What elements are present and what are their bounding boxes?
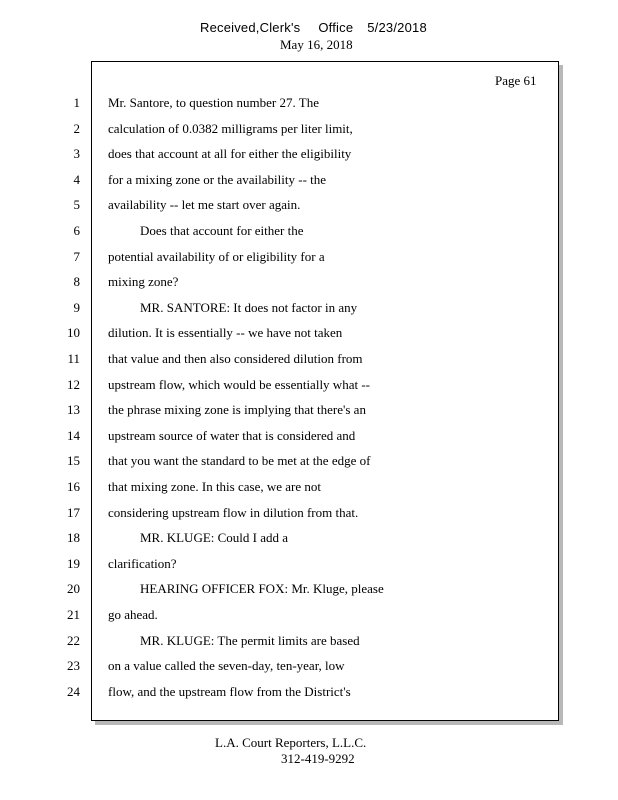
line-number: 13 <box>67 402 80 417</box>
line-number: 22 <box>67 633 80 648</box>
transcript-line-text: that you want the standard to be met at the edge of <box>108 453 371 468</box>
transcript-line-text: that mixing zone. In this case, we are not <box>108 479 321 494</box>
stamp-office: Office <box>318 20 354 35</box>
transcript-line-text: Mr. Santore, to question number 27. The <box>108 95 319 110</box>
line-number: 3 <box>73 146 80 161</box>
line-number: 4 <box>73 172 80 187</box>
transcript-line-text: HEARING OFFICER FOX: Mr. Kluge, please <box>140 581 384 596</box>
stamp-date: 5/23/2018 <box>367 20 427 35</box>
transcript-line-text: MR. SANTORE: It does not factor in any <box>140 300 358 315</box>
line-number: 6 <box>73 223 80 238</box>
transcript-line-text: calculation of 0.0382 milligrams per liter limit, <box>108 121 353 136</box>
line-number: 11 <box>67 351 80 366</box>
transcript-line-text: considering upstream flow in dilution from that. <box>108 505 359 520</box>
line-number: 12 <box>67 377 80 392</box>
transcript-line-text: on a value called the seven-day, ten-year, low <box>108 658 345 673</box>
line-number: 24 <box>67 684 80 699</box>
transcript-line-text: MR. KLUGE: Could I add a <box>140 530 289 545</box>
hearing-date: May 16, 2018 <box>280 37 353 52</box>
page-number: Page 61 <box>495 73 537 88</box>
stamp-received: Received,Clerk's <box>200 20 301 35</box>
line-number: 15 <box>67 453 80 468</box>
line-number: 18 <box>67 530 80 545</box>
transcript-line-text: does that account at all for either the eligibility <box>108 146 352 161</box>
transcript-line-text: go ahead. <box>108 607 158 622</box>
transcript-line-text: mixing zone? <box>108 274 179 289</box>
line-number: 21 <box>67 607 80 622</box>
line-number: 2 <box>73 121 80 136</box>
transcript-line-text: clarification? <box>108 556 177 571</box>
transcript-line-text: availability -- let me start over again. <box>108 197 301 212</box>
line-number: 16 <box>67 479 80 494</box>
line-number: 9 <box>73 300 80 315</box>
transcript-line-text: for a mixing zone or the availability -- the <box>108 172 327 187</box>
line-number: 7 <box>73 249 80 264</box>
transcript-line-text: upstream source of water that is considered and <box>108 428 356 443</box>
line-number: 19 <box>67 556 80 571</box>
transcript-line-text: flow, and the upstream flow from the District's <box>108 684 351 699</box>
line-number: 17 <box>67 505 80 520</box>
transcript-line-text: MR. KLUGE: The permit limits are based <box>140 633 360 648</box>
transcript-line-text: potential availability of or eligibility for a <box>108 249 325 264</box>
line-number: 1 <box>73 95 80 110</box>
transcript-line-text: that value and then also considered dilution from <box>108 351 363 366</box>
transcript-line-text: dilution. It is essentially -- we have not taken <box>108 325 343 340</box>
transcript-line-text: upstream flow, which would be essentially what -- <box>108 377 370 392</box>
line-number: 8 <box>73 274 80 289</box>
line-number: 20 <box>67 581 80 596</box>
line-number: 23 <box>67 658 80 673</box>
transcript-line-text: Does that account for either the <box>140 223 304 238</box>
line-number: 5 <box>73 197 80 212</box>
transcript-line-text: the phrase mixing zone is implying that there's an <box>108 402 366 417</box>
line-number: 14 <box>67 428 80 443</box>
footer-company: L.A. Court Reporters, L.L.C. <box>215 735 367 750</box>
received-stamp <box>200 20 427 35</box>
footer-phone: 312-419-9292 <box>281 751 355 766</box>
line-number: 10 <box>67 325 80 340</box>
